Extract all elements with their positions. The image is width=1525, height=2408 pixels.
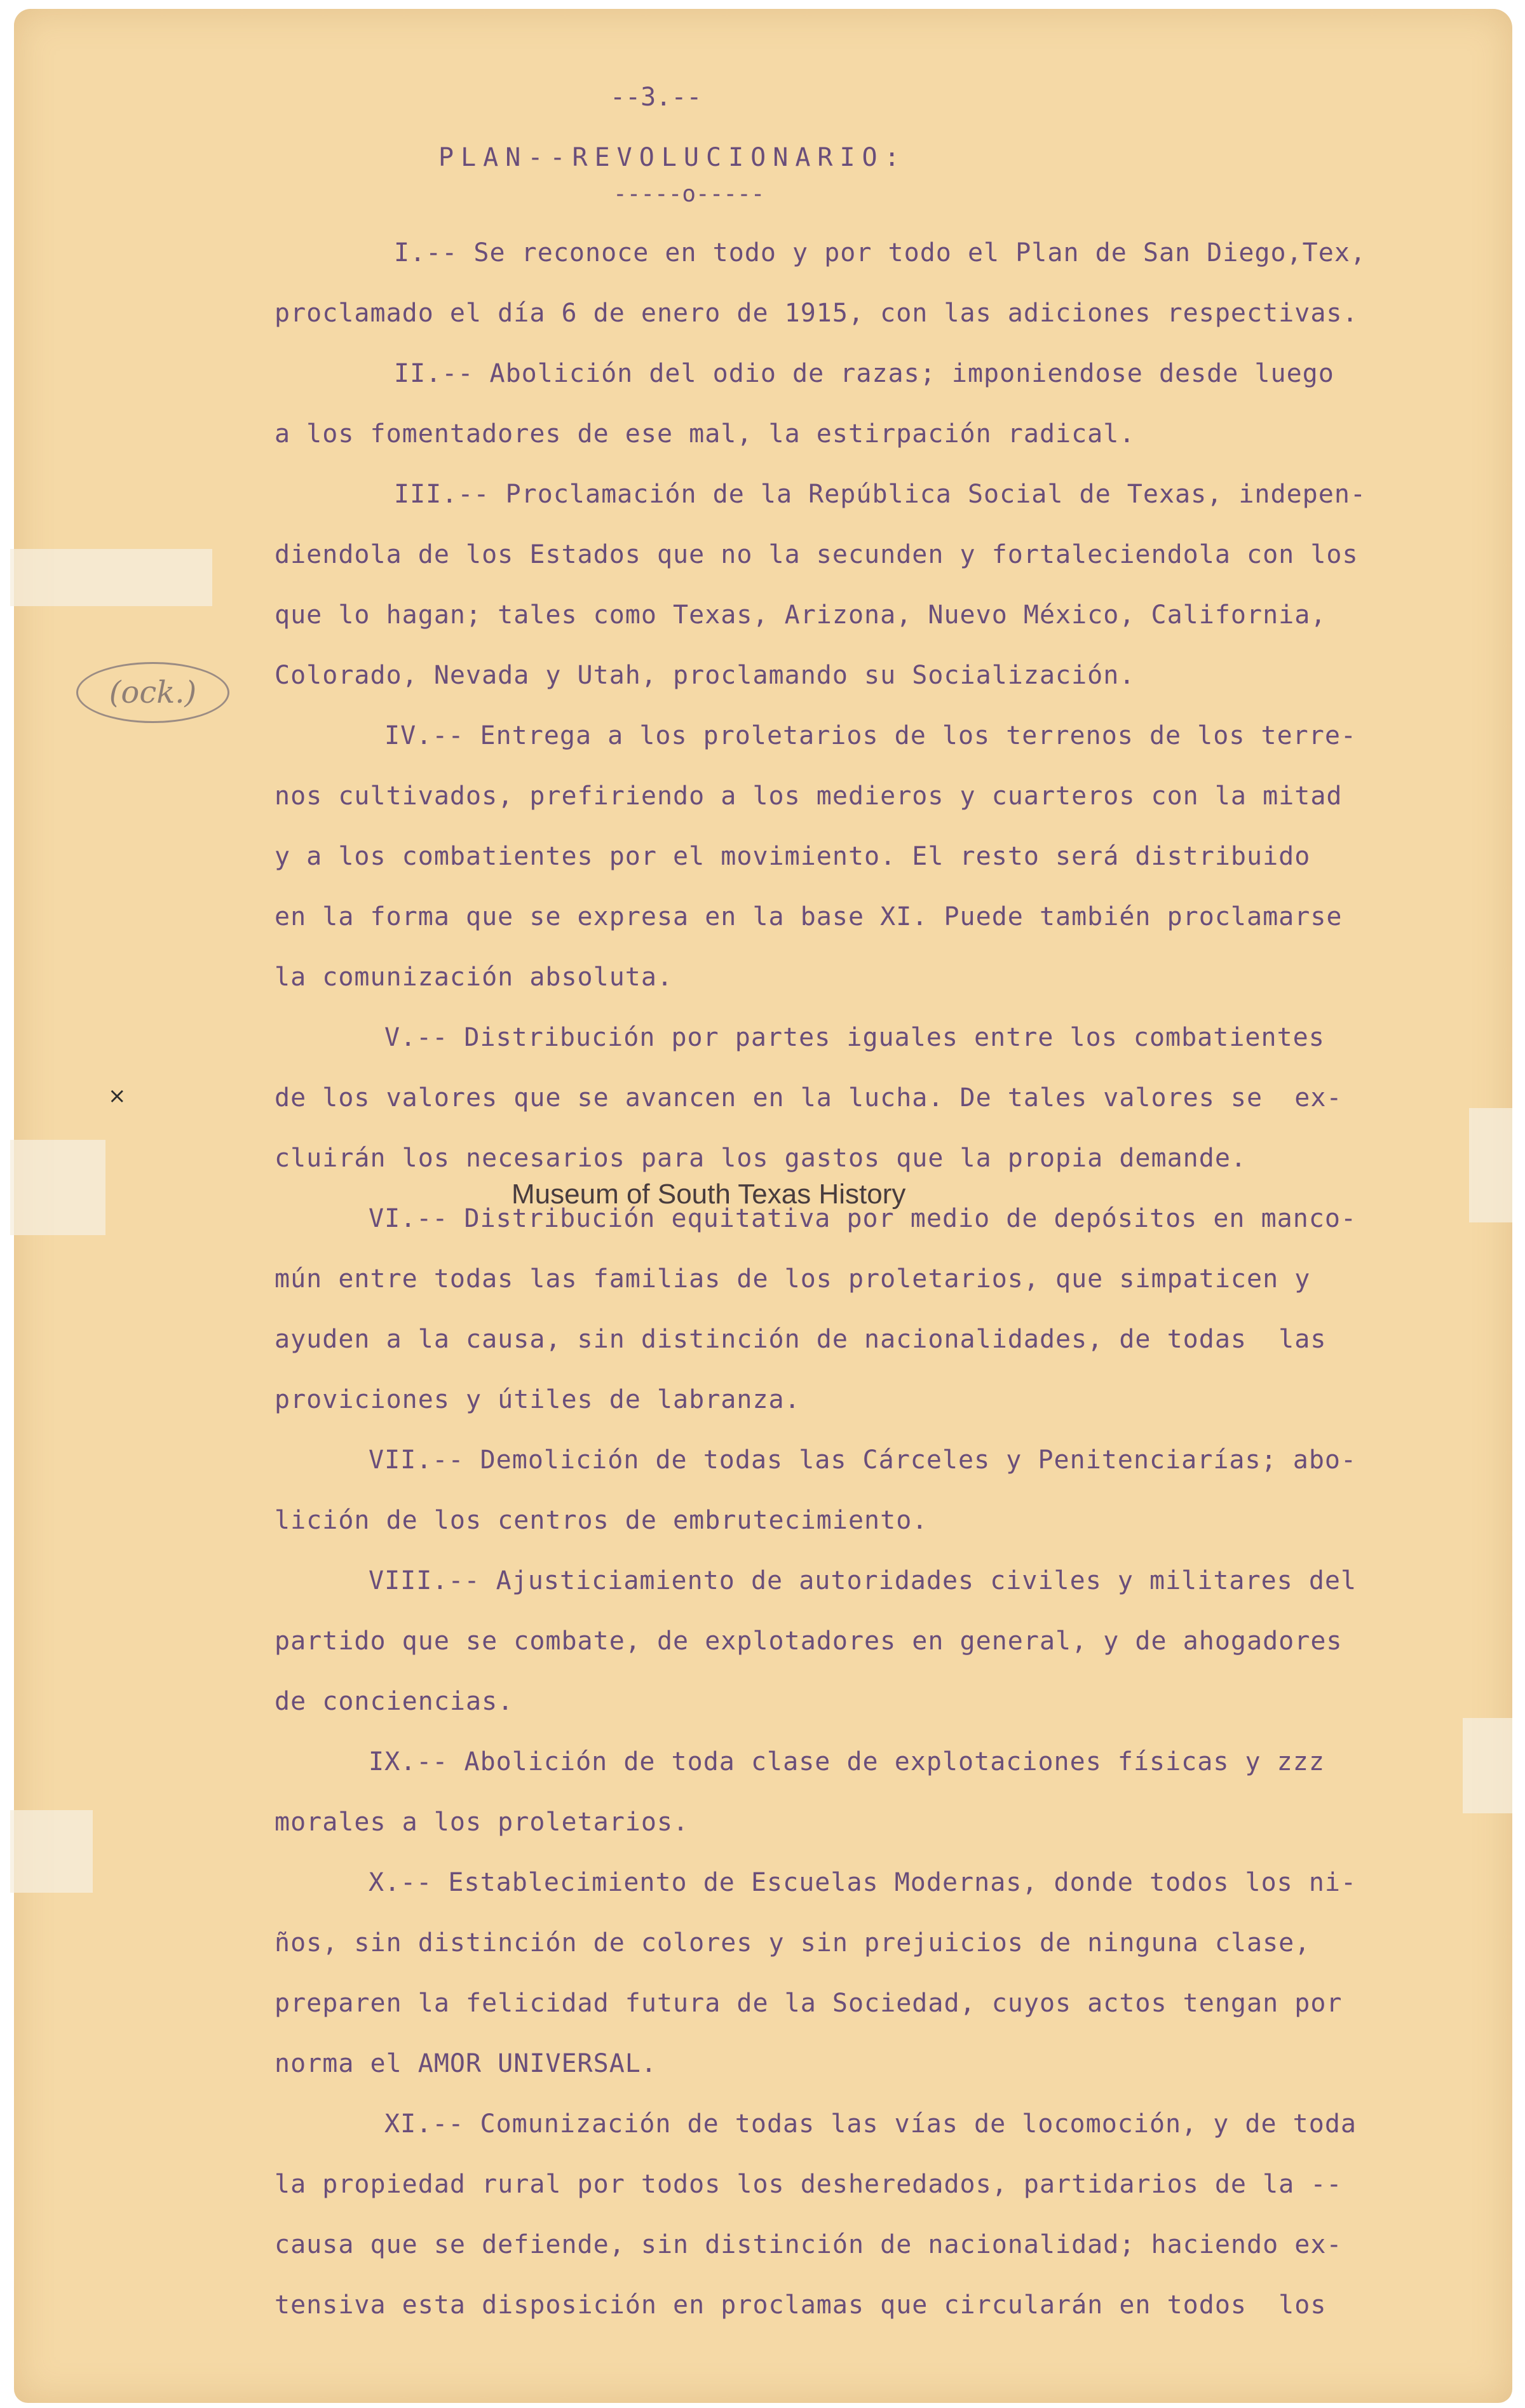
text-line: diendola de los Estados que no la secunden y fortaleciendola con los [274, 540, 1359, 569]
text-line: VIII.-- Ajusticiamiento de autoridades civiles y militares del [369, 1566, 1357, 1595]
margin-annotation: (ock.) [76, 662, 229, 723]
tape-right-2 [1463, 1718, 1512, 1813]
text-line: ños, sin distinción de colores y sin prejuicios de ninguna clase, [274, 1928, 1311, 1958]
tape-left-3 [10, 1810, 93, 1893]
text-line: partido que se combate, de explotadores en general, y de ahogadores [274, 1627, 1343, 1656]
text-line: y a los combatientes por el movimiento. El resto será distribuido [274, 842, 1311, 871]
text-line: III.-- Proclamación de la República Social de Texas, indepen- [394, 480, 1367, 509]
text-line: preparen la felicidad futura de la Sociedad, cuyos actos tengan por [274, 1989, 1343, 2018]
text-line: de los valores que se avancen en la lucha. De tales valores se ex- [274, 1083, 1343, 1113]
text-line: tensiva esta disposición en proclamas que circularán en todos los [274, 2290, 1327, 2320]
text-line: lición de los centros de embrutecimiento. [274, 1506, 928, 1535]
text-line: ayuden a la causa, sin distinción de nacionalidades, de todas las [274, 1325, 1327, 1354]
text-line: II.-- Abolición del odio de razas; imponiendose desde luego [394, 359, 1334, 388]
text-line: proviciones y útiles de labranza. [274, 1385, 801, 1414]
text-line: V.-- Distribución por partes iguales entre los combatientes [384, 1023, 1325, 1052]
text-line: la propiedad rural por todos los desheredados, partidarios de la -- [274, 2170, 1343, 2199]
text-line: VI.-- Distribución equitativa por medio de depósitos en manco- [369, 1204, 1357, 1233]
text-line: causa que se defiende, sin distinción de nacionalidad; haciendo ex- [274, 2230, 1343, 2259]
title-ornament: -----o----- [613, 181, 765, 207]
tape-left-2 [10, 1140, 105, 1235]
page-number: --3.-- [610, 83, 702, 112]
tape-left-1 [10, 549, 212, 606]
text-line: que lo hagan; tales como Texas, Arizona, Nuevo México, California, [274, 600, 1327, 630]
text-line: proclamado el día 6 de enero de 1915, con las adiciones respectivas. [274, 299, 1359, 328]
text-line: XI.-- Comunización de todas las vías de locomoción, y de toda [384, 2109, 1357, 2139]
text-line: X.-- Establecimiento de Escuelas Modernas, donde todos los ni- [369, 1868, 1357, 1897]
text-line: norma el AMOR UNIVERSAL. [274, 2049, 657, 2078]
museum-watermark: Museum of South Texas History [512, 1179, 906, 1210]
text-line: VII.-- Demolición de todas las Cárceles y Penitenciarías; abo- [369, 1445, 1357, 1475]
text-line: mún entre todas las familias de los proletarios, que simpaticen y [274, 1264, 1311, 1294]
text-line: IV.-- Entrega a los proletarios de los terrenos de los terre- [384, 721, 1357, 750]
text-line: nos cultivados, prefiriendo a los medieros y cuarteros con la mitad [274, 781, 1343, 811]
text-line: morales a los proletarios. [274, 1808, 689, 1837]
text-line: IX.-- Abolición de toda clase de explotaciones físicas y zzz [369, 1747, 1325, 1776]
text-line: en la forma que se expresa en la base XI. Puede también proclamarse [274, 902, 1343, 931]
text-line: de conciencias. [274, 1687, 514, 1716]
document-title: PLAN--REVOLUCIONARIO: [438, 143, 907, 172]
text-line: a los fomentadores de ese mal, la estirpación radical. [274, 419, 1135, 449]
text-line: cluirán los necesarios para los gastos que la propia demande. [274, 1144, 1247, 1173]
tape-right-1 [1469, 1108, 1512, 1222]
text-line: Colorado, Nevada y Utah, proclamando su Socialización. [274, 661, 1135, 690]
text-line: I.-- Se reconoce en todo y por todo el Plan de San Diego,Tex, [394, 238, 1367, 267]
text-line: la comunización absoluta. [274, 963, 674, 992]
margin-mark: × [108, 1083, 126, 1109]
